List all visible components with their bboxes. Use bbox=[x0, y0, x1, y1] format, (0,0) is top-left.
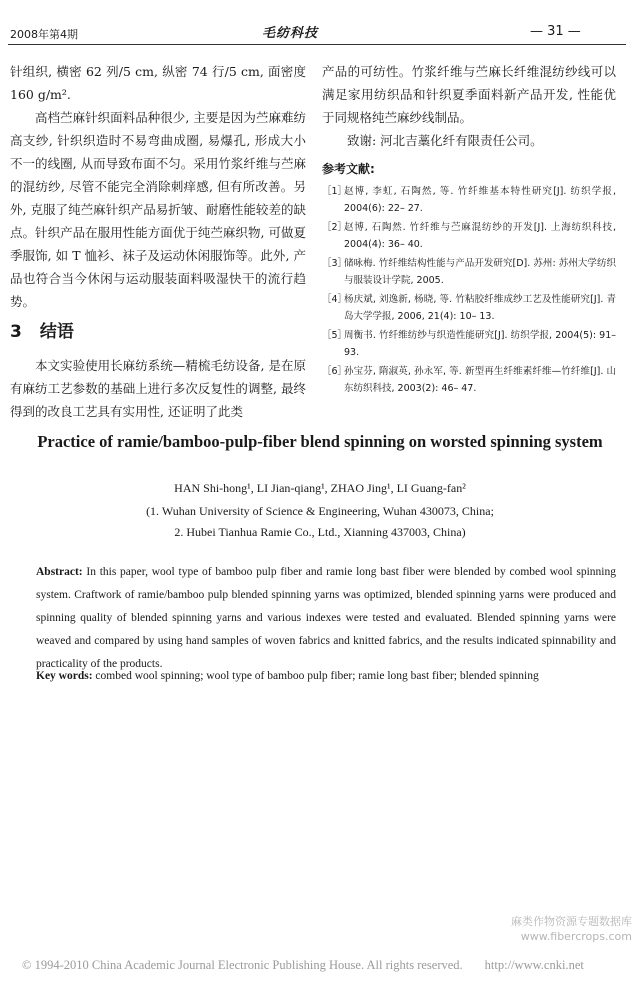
header-divider bbox=[8, 44, 626, 45]
watermark: 麻类作物资源专题数据库 www.fibercrops.com bbox=[511, 915, 632, 943]
right-column bbox=[322, 60, 616, 399]
reference-item: ［6］ 孙宝芬, 隋淑英, 孙永军, 等. 新型再生纤维素纤维—竹纤维[J]. 山东纺织科技, 2003(2): 46– 47. bbox=[322, 366, 616, 394]
abstract-label: Abstract: bbox=[36, 566, 83, 578]
abstract bbox=[36, 561, 616, 676]
reference-item: ［5］ 周衡书. 竹纤维纺纱与织造性能研究[J]. 纺织学报, 2004(5): 91– 93. bbox=[322, 330, 616, 358]
reference-list bbox=[322, 183, 616, 397]
affiliation: (1. Wuhan University of Science & Engineering, Wuhan 430073, China; bbox=[146, 504, 494, 518]
footer-link[interactable]: http://www.cnki.net bbox=[484, 958, 584, 972]
footer bbox=[22, 958, 584, 973]
journal-name: 毛纺科技 bbox=[262, 26, 319, 41]
authors: HAN Shi-hong¹, LI Jian-qiang¹, ZHAO Jing¹, LI Guang-fan² bbox=[174, 481, 466, 495]
keywords bbox=[36, 665, 616, 688]
acknowledgement: 致谢: 河北吉藁化纤有限责任公司。 bbox=[347, 133, 543, 148]
reference-item: ［2］ 赵博, 石陶然. 竹纤维与苎麻混纺纱的开发[J]. 上海纺织科技, 2004(4): 36– 40. bbox=[322, 222, 616, 250]
paragraph: 产品的可纺性。竹浆纤维与苎麻长纤维混纺纱线可以满足家用纺织品和针织夏季面料新产品开发, 性能优于同规格纯苎麻纱线制品。 bbox=[322, 64, 616, 125]
keywords-label: Key words: bbox=[36, 670, 93, 682]
left-column bbox=[10, 60, 306, 423]
english-title: Practice of ramie/bamboo-pulp-fiber blend spinning on worsted spinning system bbox=[37, 432, 603, 451]
affiliation: 2. Hubei Tianhua Ramie Co., Ltd., Xianning 437003, China) bbox=[174, 525, 466, 539]
reference-item: ［1］ 赵博, 李虹, 石陶然, 等. 竹纤维基本特性研究[J]. 纺织学报, 2004(6): 22– 27. bbox=[322, 186, 616, 214]
paragraph: 针组织, 横密 62 列/5 cm, 纵密 74 行/5 cm, 面密度 160 g/m². bbox=[10, 64, 306, 102]
section-title: 结语 bbox=[39, 322, 74, 342]
references-heading: 参考文献: bbox=[322, 162, 375, 176]
section-heading bbox=[10, 321, 306, 344]
abstract-text: In this paper, wool type of bamboo pulp fiber and ramie long bast fiber were blended by combed wool spinning system. Craftwork of ramie/bamboo pulp blended spinning yarns was optimized, blended spinning yarns were produced and spinning quality of blended spinning yarns and various indexes were tested and evaluated. Blended spinning yarns were weaved and compared by using hand samples of woven fabrics and knitted fabrics, and the results indicated spinnability and practicality of the products. bbox=[36, 566, 616, 670]
reference-item: ［4］ 杨庆斌, 刘逸新, 杨晓, 等. 竹粘胶纤维成纱工艺及性能研究[J]. 青岛大学学报, 2006, 21(4): 10– 13. bbox=[322, 294, 616, 322]
section-number: 3 bbox=[10, 322, 22, 342]
page-number: — 31 — bbox=[530, 24, 581, 39]
copyright: © 1994-2010 China Academic Journal Electronic Publishing House. All rights reserved. bbox=[22, 958, 463, 972]
paragraph: 高档苎麻针织面料品种很少, 主要是因为苎麻难纺高支纱, 针织织造时不易弯曲成圈, 易爆孔, 形成大小不一的线圈, 从而导致布面不匀。采用竹浆纤维与苎麻的混纺纱, 尽管不能完全消除刺痒感, 但有所改善。另外, 克服了纯苎麻针织产品易折皱、耐磨性能较差的缺点。针织产品在服用性能方面优于纯苎麻织物, 可做夏季服饰, 如 T 恤衫、袜子及运动休闲服饰等。此外, 产品也符合当今休闲与运动服装面料吸湿快干的流行趋势。 bbox=[10, 110, 306, 309]
reference-item: ［3］ 储咏梅. 竹纤维结构性能与产品开发研究[D]. 苏州: 苏州大学纺织与服装设计学院, 2005. bbox=[322, 258, 616, 286]
issue-label: 2008年第4期 bbox=[10, 28, 78, 41]
paragraph: 本文实验使用长麻纺系统—精梳毛纺设备, 是在原有麻纺工艺参数的基础上进行多次反复性的调整, 最终得到的改良工艺具有实用性, 还证明了此类 bbox=[10, 358, 306, 419]
keywords-text: combed wool spinning; wool type of bamboo pulp fiber; ramie long bast fiber; blended spinning bbox=[92, 670, 539, 682]
